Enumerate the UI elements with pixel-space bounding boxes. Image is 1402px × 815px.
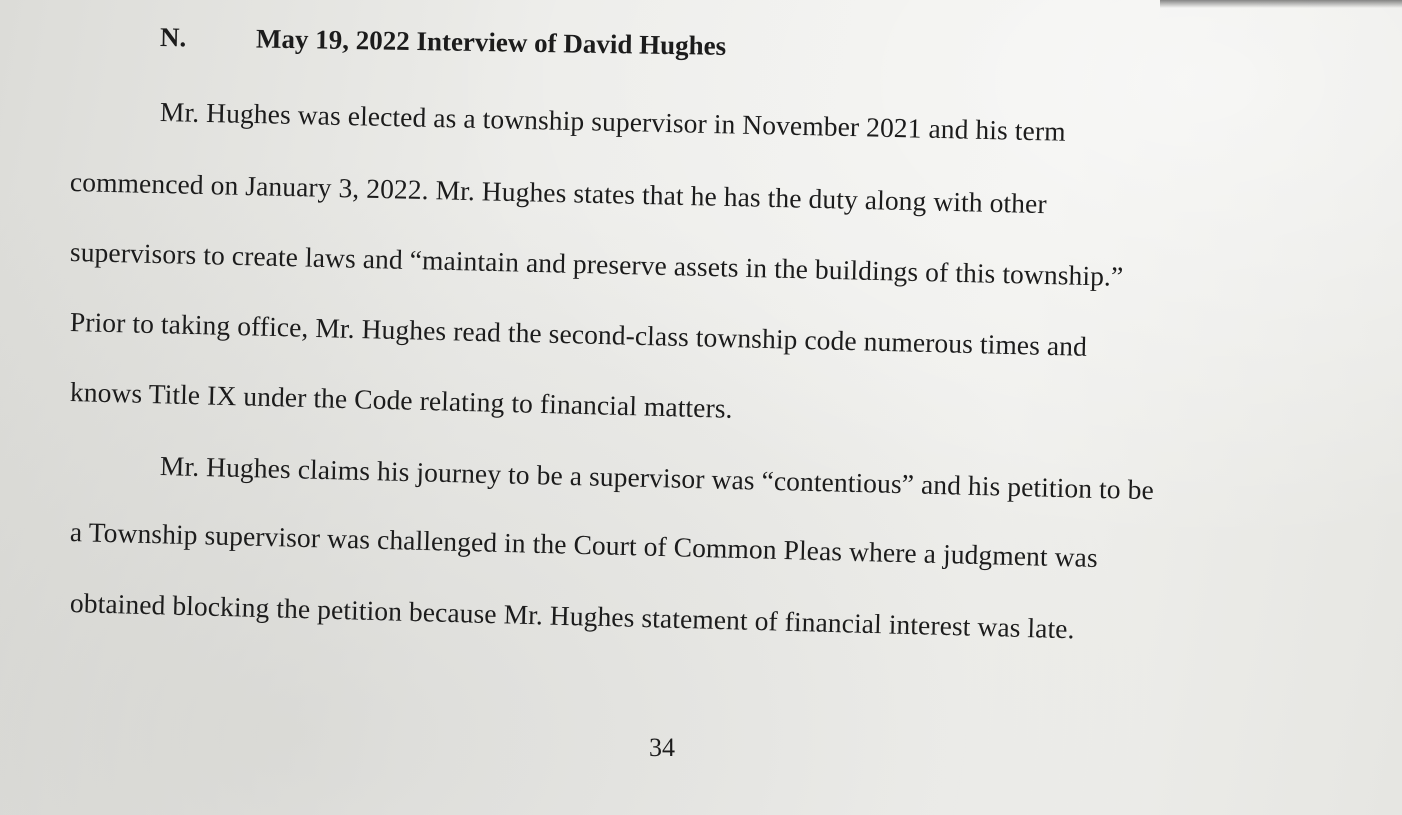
paragraph-2-line-1: Mr. Hughes claims his journey to be a supervisor was “contentious” and his petition to be: [159, 450, 1155, 506]
section-label: N.: [159, 22, 187, 53]
paragraph-1-line-5: knows Title IX under the Code relating to financial matters.: [69, 376, 734, 424]
page-number: 34: [649, 733, 675, 762]
paragraph-1-line-3: supervisors to create laws and “maintain and preserve assets in the buildings of this township.”: [69, 236, 1124, 292]
paragraph-1-line-4: Prior to taking office, Mr. Hughes read the second-class township code numerous times and: [69, 306, 1088, 362]
paragraph-2-line-3: obtained blocking the petition because Mr. Hughes statement of financial interest was late.: [69, 587, 1075, 645]
paragraph-1-line-1: Mr. Hughes was elected as a township supervisor in November 2021 and his term: [159, 96, 1066, 147]
paragraph-2-line-2: a Township supervisor was challenged in the Court of Common Pleas where a judgment was: [69, 516, 1099, 574]
section-title: May 19, 2022 Interview of David Hughes: [255, 23, 727, 61]
paragraph-1-line-2: commenced on January 3, 2022. Mr. Hughes states that he has the duty along with other: [69, 166, 1048, 220]
section-heading: [160, 22, 727, 62]
page-edge-shadow: [1160, 0, 1402, 8]
